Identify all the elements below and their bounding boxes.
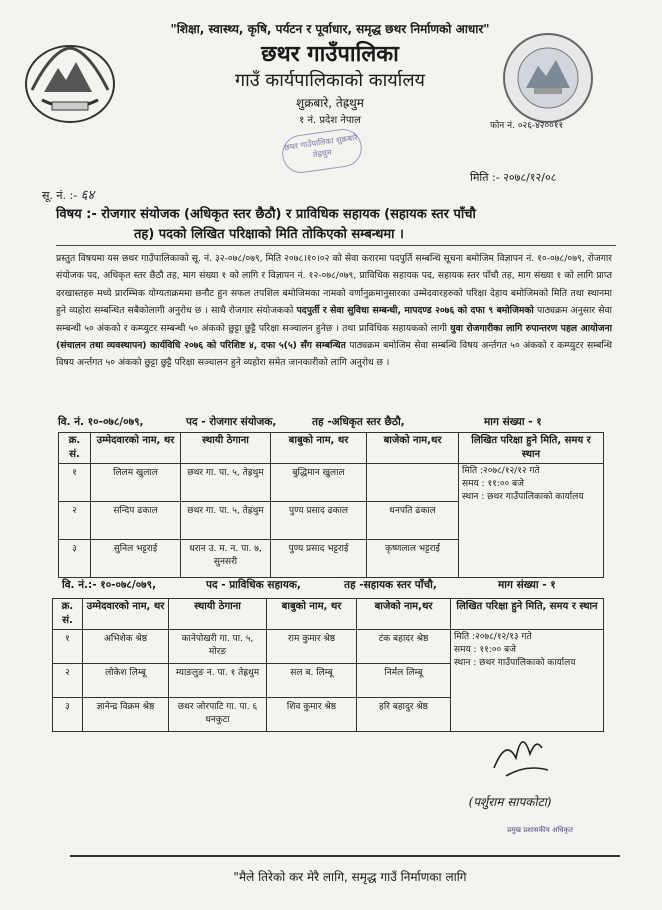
cell-father: राम कुमार श्रेष्ठ — [267, 630, 357, 664]
office-place: शुक्रबारे, तेह्रथुम — [296, 96, 364, 110]
col-address: स्थायी ठेगाना — [169, 599, 267, 630]
body-bold-2: युवा रोजगारीका लागि रुपान्तरण पहल आयोजना (संचालन तथा व्यवस्थापन) कार्यविधि २०७६ को परिशिष्ट ४, दफा ५(५) सँग सम्बन्धित — [56, 322, 613, 352]
cell-grandfather: टंक बहादर श्रेष्ठ — [357, 630, 451, 664]
subject-line-2: तह) पदको लिखित परिक्षाको मिति तोकिएको सम्बन्धमा । — [134, 227, 404, 242]
cell-address: धरान उ. म. न. पा. ७, सुनसरी — [181, 540, 271, 578]
cell-sn: २ — [59, 502, 91, 540]
col-grandfather: बाजेको नाम,थर — [367, 433, 459, 464]
col-father: बाबुको नाम, थर — [271, 433, 367, 464]
signature — [486, 718, 556, 788]
cell-address: छथर जोरपाटि गा. पा. ६ धनकुटा — [169, 698, 267, 732]
cell-address: छथर गा. पा. ५, तेह्रथुम — [181, 502, 271, 540]
col-sn: क्र. सं. — [59, 433, 91, 464]
col-address: स्थायी ठेगाना — [181, 433, 271, 464]
exam-place: स्थान : छथर गाउँपालिकाको कार्यालय — [454, 658, 576, 668]
table2-level: तह -सहायक स्तर पाँचौ, — [344, 579, 437, 591]
cell-name: सुनिल भट्टराई — [91, 540, 181, 578]
nepal-emblem-logo — [22, 40, 118, 124]
cell-father: बुद्धिमान खुलाल — [271, 464, 367, 502]
office-name: गाउँ कार्यपालिकाको कार्यालय — [235, 70, 425, 91]
cell-grandfather: धनपति ढकाल — [367, 502, 459, 540]
exam-date: मिति :२०७८/१२/१२ गते — [462, 466, 540, 476]
exam-time: समय : ११:०० बजे — [454, 645, 516, 655]
table-row — [59, 464, 604, 502]
subject-line-1: विषय :- रोजगार संयोजक (अधिकृत स्तर छैठौ) र प्राविधिक सहायक (सहायक स्तर पाँचौ — [56, 207, 476, 222]
body-text-1: प्रस्तुत विषयमा यस छथर गाउँपालिकाको सू. नं. ३२-०७८/०७९, मिति २०७८।१०।०२ को सेवा करारमा पदपुर्ति सम्बन्धि सूचना बमोजिम विज्ञापन नं. १०-०७८/०७९, रोजगार संयोजक पद, अधिकृत स्तर छैठौ तह, माग संख्या १ को लागि र विज्ञापन नं. १२-०७८/०७९, प्राविधिक सहायक पद, सहायक स्तर पाँचौ तह, माग संख्या १ को लागि प्राप्त दरखास्तहरु मध्ये प्रारम्भिक योग्यताक्रममा छनौट हुन सफल तपशिल बमोजिमका नामको वर्णानुक्रमानुसारका उम्मेदवारहरुको परिक्षा देहाय बमोजिमको मिति तथा स्थानमा हुने व्यहोरा सम्बन्धित सबैकोलागी अनुरोध छ । साथै रोजगार संयोजकको — [56, 253, 612, 317]
col-sn: क्र. सं. — [53, 599, 83, 630]
table1-level: तह -अधिकृत स्तर छैठौ, — [312, 416, 405, 428]
cell-name: लोकेश लिम्बू — [83, 664, 169, 698]
cell-name: सन्दिप ढकाल — [91, 502, 181, 540]
cell-sn: ३ — [53, 698, 83, 732]
letter-body — [56, 250, 612, 372]
municipality-seal-logo — [500, 30, 596, 126]
table1-vacancy: वि. नं. १०-०७८/०७९, — [58, 416, 144, 428]
official-title-stamp: प्रमुख प्रशासकीय अधिकृत — [507, 826, 573, 834]
cell-sn: १ — [53, 630, 83, 664]
cell-sn: १ — [59, 464, 91, 502]
cell-address: म्याङलुङ न. पा. १ तेह्रथुम — [169, 664, 267, 698]
col-name: उम्मेदवारको नाम, थर — [83, 599, 169, 630]
cell-father: पुण्य प्रसाद ढकाल — [271, 502, 367, 540]
candidates-table-2 — [52, 598, 604, 732]
cell-grandfather: निर्मल लिम्बू — [357, 664, 451, 698]
exam-place: स्थान : छथर गाउँपालिकाको कार्यालय — [462, 492, 584, 502]
cell-father: पुण्य प्रसाद भट्टराई — [271, 540, 367, 578]
col-name: उम्मेदवारको नाम, थर — [91, 433, 181, 464]
dispatch-stamp: छथर गाउँपालिका शुक्रबारे तेह्रथुम — [280, 127, 365, 176]
col-exam-info: लिखित परिक्षा हुने मिति, समय र स्थान — [451, 599, 604, 630]
cell-grandfather — [367, 464, 459, 502]
ref-number: ६४ — [80, 188, 95, 203]
body-text-2: पाठ्यक्रम अनुसार सेवा सम्बन्धी ५० अंकको र कम्प्युटर सम्बन्धी ५० अंकको छुट्टा छुट्टै परिक्षा सञ्चालन हुनेछ । तथा प्राविधिक सहायकको लागी — [56, 305, 613, 334]
table-header-row — [53, 599, 604, 630]
table2-demand: माग संख्या - १ — [498, 579, 556, 591]
table2-vacancy: वि. नं.:- १०-०७८/०७९, — [62, 579, 157, 591]
phone-number: फोन नं. ०२६-४२००११ — [490, 121, 564, 131]
table-header-row — [59, 433, 604, 464]
table1-post: पद - रोजगार संयोजक, — [186, 416, 277, 428]
official-name-handwritten: (पर्शुराम सापकोटा) — [468, 795, 552, 809]
col-exam-info: लिखित परिक्षा हुने मिति, समय र स्थान — [459, 433, 604, 464]
cell-grandfather: कृष्णलाल भट्टराई — [367, 540, 459, 578]
exam-date: मिति :२०७८/१२/१३ गते — [454, 632, 532, 642]
cell-address: कानेपोखरी गा. पा. ५, मोरङ — [169, 630, 267, 664]
cell-name: अभिशेक श्रेष्ठ — [83, 630, 169, 664]
exam-info-cell — [451, 630, 604, 732]
reference-number — [42, 185, 94, 203]
exam-info-cell — [459, 464, 604, 578]
footer-divider — [70, 855, 620, 857]
org-name: छथर गाउँपालिका — [261, 42, 399, 67]
body-text-3: पाठ्यक्रम बमोजिम सेवा सम्बन्धि विषय अर्न्तगत ५० अंकको र कम्प्युटर सम्बन्धि विषय अर्न्तगत ५० अंकको छुट्टा छुट्टै परिक्षा सञ्चालन हुने व्यहोरा समेत जानकारीको लागि अनुरोध छ । — [56, 340, 613, 369]
subject — [56, 205, 616, 246]
cell-address: छथर गा. पा. ५, तेह्रथुम — [181, 464, 271, 502]
table1-demand: माग संख्या - १ — [484, 416, 542, 428]
province: १ नं. प्रदेश नेपाल — [299, 115, 361, 126]
cell-name: लिलम खुलाल — [91, 464, 181, 502]
table-row — [53, 630, 604, 664]
col-grandfather: बाजेको नाम,थर — [357, 599, 451, 630]
candidates-table-1 — [58, 432, 604, 578]
ref-label: सू. नं. :- — [42, 189, 78, 202]
exam-time: समय : ११:०० बजे — [462, 479, 524, 489]
cell-sn: ३ — [59, 540, 91, 578]
cell-father: शिव कुमार श्रेष्ठ — [267, 698, 357, 732]
header-motto: "शिक्षा, स्वास्थ्य, कृषि, पर्यटन र पूर्वाधार, समृद्ध छथर निर्माणको आधार" — [170, 22, 490, 36]
col-father: बाबुको नाम, थर — [267, 599, 357, 630]
cell-father: सल ब. लिम्बू — [267, 664, 357, 698]
cell-name: ज्ञानेन्द्र विक्रम श्रेष्ठ — [83, 698, 169, 732]
footer-slogan: "मैले तिरेको कर मेरै लागि, समृद्ध गाउँ निर्माणका लागि — [233, 870, 467, 884]
cell-grandfather: हरि बहादुर श्रेष्ठ — [357, 698, 451, 732]
table2-post: पद - प्राविधिक सहायक, — [206, 579, 301, 591]
letter-date: मिति :- २०७८/१२/०८ — [470, 171, 557, 184]
body-bold-1: पदपुर्ती र सेवा सुविधा सम्बन्धी, मापदण्ड २०७६ को दफा ९ बमोजिमको — [296, 305, 534, 317]
cell-sn: २ — [53, 664, 83, 698]
